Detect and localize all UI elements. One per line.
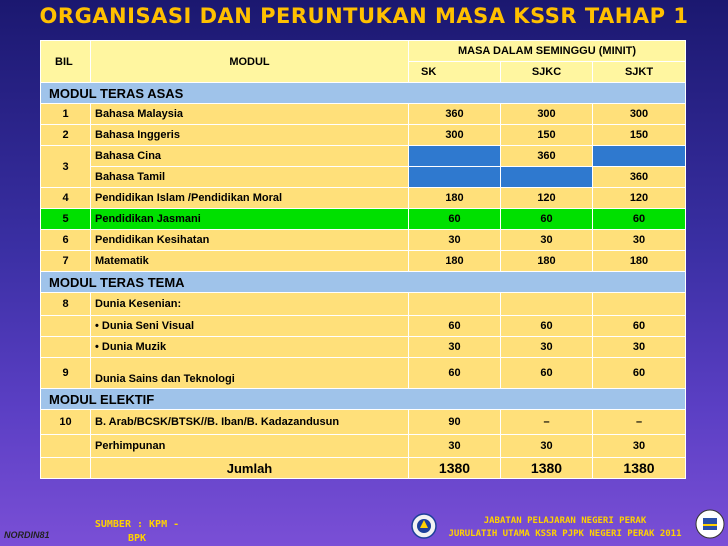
empty-cell — [41, 316, 91, 337]
ministry-logo-icon — [411, 513, 437, 539]
bil-cell: 5 — [41, 209, 91, 230]
empty-cell — [41, 337, 91, 358]
department-line-2: JURULATIH UTAMA KSSR PJPK NEGERI PERAK 2011 — [448, 529, 682, 539]
bil-cell: 10 — [41, 410, 91, 435]
modul-cell: B. Arab/BCSK/BTSK//B. Iban/B. Kadazandusun — [91, 410, 409, 435]
table-header-row — [41, 41, 686, 62]
table-row — [41, 293, 686, 316]
modul-cell: Bahasa Malaysia — [91, 104, 409, 125]
table-row — [41, 358, 686, 389]
blank-blue-cell — [501, 167, 593, 188]
table-row — [41, 316, 686, 337]
sjkc-cell: 360 — [501, 146, 593, 167]
sk-cell: 30 — [409, 230, 501, 251]
header-masa: MASA DALAM SEMINGGU (MINIT) — [409, 41, 686, 62]
empty-cell — [409, 293, 501, 316]
modul-cell: Pendidikan Kesihatan — [91, 230, 409, 251]
sjkc-cell: 60 — [501, 358, 593, 389]
total-sjkc: 1380 — [501, 458, 593, 479]
modul-cell: Perhimpunan — [91, 435, 409, 458]
sjkt-cell: 300 — [593, 104, 686, 125]
sjkt-cell: 30 — [593, 337, 686, 358]
sjkc-cell: 150 — [501, 125, 593, 146]
table-row — [41, 167, 686, 188]
sjkc-cell: 30 — [501, 230, 593, 251]
total-row — [41, 458, 686, 479]
sk-cell: 180 — [409, 251, 501, 272]
sk-cell: 360 — [409, 104, 501, 125]
sjkt-cell: 60 — [593, 358, 686, 389]
sjkc-cell: 180 — [501, 251, 593, 272]
sjkc-cell: 300 — [501, 104, 593, 125]
empty-cell — [41, 435, 91, 458]
modul-cell: Bahasa Cina — [91, 146, 409, 167]
sjkt-cell: 150 — [593, 125, 686, 146]
sjkt-cell: 120 — [593, 188, 686, 209]
empty-cell — [501, 293, 593, 316]
sjkc-cell: 60 — [501, 209, 593, 230]
table-row — [41, 188, 686, 209]
allocation-table — [40, 40, 686, 479]
table-row — [41, 146, 686, 167]
sk-cell: 60 — [409, 209, 501, 230]
sjkt-cell: 360 — [593, 167, 686, 188]
section-elektif: MODUL ELEKTIF — [41, 389, 686, 410]
sk-cell: 30 — [409, 435, 501, 458]
sjkt-cell: 60 — [593, 316, 686, 337]
empty-cell — [41, 458, 91, 479]
table-row — [41, 251, 686, 272]
sk-cell: 60 — [409, 316, 501, 337]
sjkc-cell: 60 — [501, 316, 593, 337]
modul-cell: Bahasa Inggeris — [91, 125, 409, 146]
slide-title: ORGANISASI DAN PERUNTUKAN MASA KSSR TAHAP 1 — [39, 4, 689, 28]
blank-blue-cell — [593, 146, 686, 167]
author-label: NORDIN81 — [4, 530, 50, 540]
sjkt-cell: 60 — [593, 209, 686, 230]
modul-cell: Matematik — [91, 251, 409, 272]
sjkt-cell: 30 — [593, 435, 686, 458]
department-note — [440, 515, 690, 541]
section-row — [41, 83, 686, 104]
modul-cell: Pendidikan Jasmani — [91, 209, 409, 230]
modul-cell: Dunia Kesenian: — [91, 293, 409, 316]
bil-cell: 9 — [41, 358, 91, 389]
bil-cell: 4 — [41, 188, 91, 209]
sk-cell: 180 — [409, 188, 501, 209]
table-row — [41, 435, 686, 458]
blank-blue-cell — [409, 167, 501, 188]
bil-cell: 8 — [41, 293, 91, 316]
department-line-1: JABATAN PELAJARAN NEGERI PERAK — [483, 516, 647, 526]
sjkc-cell: – — [501, 410, 593, 435]
sjkt-cell: – — [593, 410, 686, 435]
table-row — [41, 125, 686, 146]
bil-cell: 6 — [41, 230, 91, 251]
source-note — [92, 518, 182, 546]
sk-cell: 90 — [409, 410, 501, 435]
header-sjkt: SJKT — [593, 62, 686, 83]
modul-cell: • Dunia Seni Visual — [91, 316, 409, 337]
modul-cell: • Dunia Muzik — [91, 337, 409, 358]
modul-cell: Dunia Sains dan Teknologi — [91, 358, 409, 389]
header-modul: MODUL — [91, 41, 409, 83]
table-row-highlighted — [41, 209, 686, 230]
header-bil: BIL — [41, 41, 91, 83]
modul-cell: Pendidikan Islam /Pendidikan Moral — [91, 188, 409, 209]
header-sjkc: SJKC — [501, 62, 593, 83]
sjkc-cell: 120 — [501, 188, 593, 209]
total-sk: 1380 — [409, 458, 501, 479]
bil-cell: 7 — [41, 251, 91, 272]
sjkt-cell: 30 — [593, 230, 686, 251]
table-row — [41, 337, 686, 358]
table-row — [41, 230, 686, 251]
bil-cell: 3 — [41, 146, 91, 188]
total-label: Jumlah — [91, 458, 409, 479]
section-teras-tema: MODUL TERAS TEMA — [41, 272, 686, 293]
state-emblem-icon — [695, 509, 725, 539]
sjkc-cell: 30 — [501, 337, 593, 358]
table-row — [41, 104, 686, 125]
empty-cell — [593, 293, 686, 316]
bil-cell: 1 — [41, 104, 91, 125]
blank-blue-cell — [409, 146, 501, 167]
sk-cell: 300 — [409, 125, 501, 146]
source-line-1: SUMBER : KPM - — [94, 519, 180, 530]
source-line-2: BPK — [127, 533, 147, 544]
total-sjkt: 1380 — [593, 458, 686, 479]
sk-cell: 60 — [409, 358, 501, 389]
sjkt-cell: 180 — [593, 251, 686, 272]
section-row — [41, 272, 686, 293]
sk-cell: 30 — [409, 337, 501, 358]
header-sk: SK — [409, 62, 501, 83]
bil-cell: 2 — [41, 125, 91, 146]
sjkc-cell: 30 — [501, 435, 593, 458]
section-row — [41, 389, 686, 410]
table-row — [41, 410, 686, 435]
modul-cell: Bahasa Tamil — [91, 167, 409, 188]
section-teras-asas: MODUL TERAS ASAS — [41, 83, 686, 104]
